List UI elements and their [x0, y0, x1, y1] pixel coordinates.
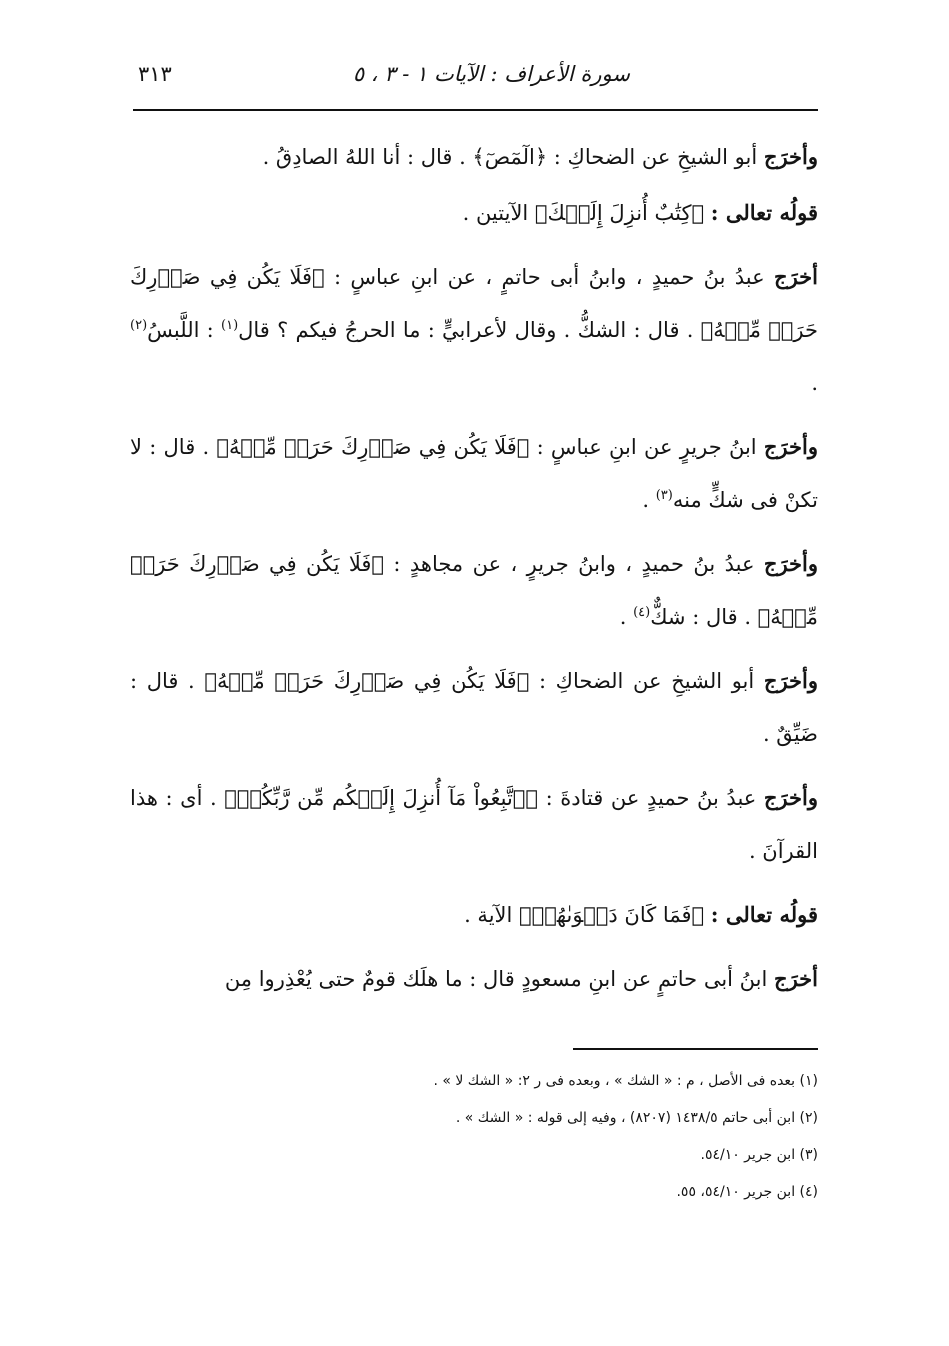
paragraph-text: عبدُ بنُ حميدٍ ، وابنُ جريرٍ ، عن مجاهدٍ : ﴿فَلَا يَكُن فِي صَدۡرِكَ حَرَجٞ مِّنۡهُ﴾ . قال : شكٌّ — [130, 552, 818, 629]
footnote-4: (٤) ابن جرير ٥٤/١٠، ٥٥. — [676, 1184, 818, 1200]
paragraph-text: أبو الشيخِ عن الضحاكِ : ﴿فَلَا يَكُن فِي صَدۡرِكَ حَرَجٞ مِّنۡهُ﴾ . قال : ضَيِّقٌ . — [130, 669, 818, 746]
paragraph-8 — [130, 888, 818, 942]
footnote-1: (١) بعده فى الأصل ، م : « الشك » ، وبعده فى ر ٢: « الشك لا » . — [433, 1073, 818, 1089]
paragraph-text: ابنُ جريرٍ عن ابنِ عباسٍ : ﴿فَلَا يَكُن فِي صَدۡرِكَ حَرَجٞ مِّنۡهُ﴾ . قال : لا تكنْ فى شكٍّ منه — [130, 435, 818, 512]
paragraph-text: ﴿كِتَٰبٌ أُنزِلَ إِلَيۡكَ﴾ الآيتين . — [462, 201, 705, 225]
paragraph-text: ابنُ أبى حاتمٍ عن ابنِ مسعودٍ قال : ما هلَك قومٌ حتى يُعْذِروا مِن — [224, 967, 768, 991]
paragraph-lead: وأخرَج — [763, 434, 818, 459]
paragraph-text: . — [642, 488, 656, 512]
footnote-3: (٣) ابن جرير ٥٤/١٠. — [700, 1147, 818, 1163]
paragraph-lead: وأخرَج — [763, 144, 818, 169]
running-title: سورة الأعراف : الآيات ١ - ٣ ، ٥ — [352, 62, 630, 86]
footnote-ref: (٤) — [633, 605, 651, 620]
footnote-ref: (١) — [221, 318, 239, 333]
paragraph-text: . — [619, 605, 634, 629]
paragraph-text: ﴿فَمَا كَانَ دَعۡوَىٰهُمۡ﴾ الآية . — [464, 903, 705, 927]
footnotes — [300, 1063, 818, 1211]
paragraph-7 — [130, 771, 818, 878]
paragraph-lead: قولُه تعالى : — [710, 200, 818, 225]
paragraph-lead: قولُه تعالى : — [710, 902, 818, 927]
footnote-rule — [573, 1048, 818, 1050]
paragraph-lead: أخرَج — [774, 966, 818, 991]
paragraph-lead: وأخرَج — [763, 551, 818, 576]
footnote-ref: (٣) — [655, 488, 673, 503]
footnote-ref: (٢) — [130, 318, 148, 333]
paragraph-text: عبدُ بنُ حميدٍ عن قتادةَ : ﴿ٱتَّبِعُواْ مَآ أُنزِلَ إِلَيۡكُم مِّن رَّبِّكُمۡ﴾ . أى : هذا القرآنَ . — [130, 786, 818, 863]
paragraph-text: أبو الشيخِ عن الضحاكِ : ﴿الٓمٓصٓ﴾ . قال : أنا اللهُ الصادِقُ . — [262, 145, 758, 169]
paragraph-lead: أخرَج — [774, 264, 818, 289]
paragraph-3 — [130, 250, 818, 410]
page-header — [130, 58, 820, 98]
paragraph-5 — [130, 537, 818, 644]
paragraph-text: عبدُ بنُ حميدٍ ، وابنُ أبى حاتمٍ ، عن ابنِ عباسٍ : ﴿فَلَا يَكُن فِي صَدۡرِكَ حَرَجٞ مِّنۡهُ﴾ . قال : الشكُّ . وقال لأعرابيٍّ : ما الحرجُ فيكم ؟ قال — [130, 265, 818, 342]
paragraph-lead: وأخرَج — [763, 668, 818, 693]
paragraph-lead: وأخرَج — [763, 785, 818, 810]
paragraph-text: . — [811, 371, 818, 395]
paragraph-text: : اللَّبسُ — [147, 318, 221, 342]
paragraph-6 — [130, 654, 818, 761]
paragraph-4 — [130, 420, 818, 527]
paragraph-1 — [130, 130, 818, 184]
header-rule — [133, 109, 818, 111]
paragraph-2 — [130, 186, 818, 240]
paragraph-9 — [130, 952, 818, 1006]
page-number: ٣١٣ — [138, 62, 172, 86]
main-text — [130, 130, 818, 1016]
footnote-2: (٢) ابن أبى حاتم ١٤٣٨/٥ (٨٢٠٧) ، وفيه إلى قوله : « الشك » . — [455, 1110, 818, 1126]
